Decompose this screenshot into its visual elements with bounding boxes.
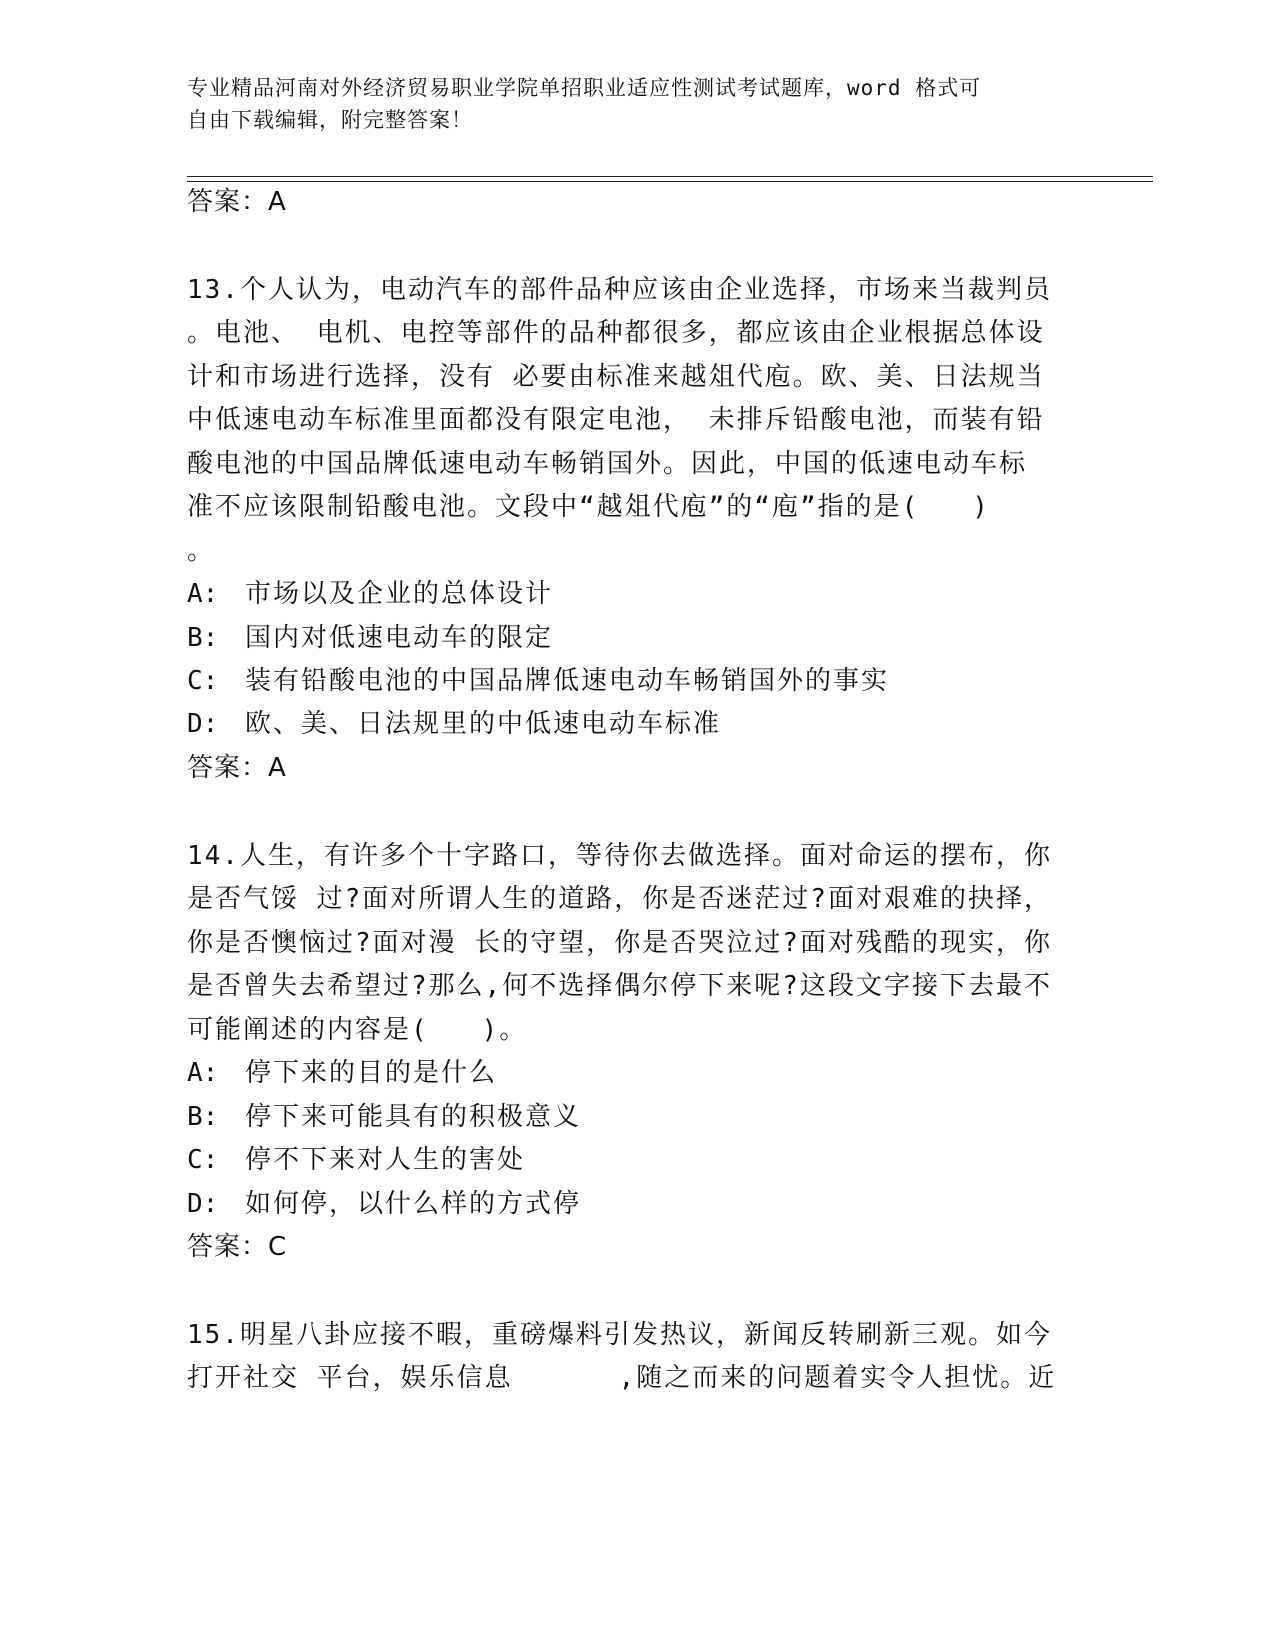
header-rule-bottom [187,181,1153,182]
option-text: 市场以及企业的总体设计 [245,579,554,609]
q13-option-d [187,707,721,741]
option-text: 装有铅酸电池的中国品牌低速电动车畅销国外的事实 [245,666,890,696]
option-label: A: [187,579,219,609]
option-text: 停下来的目的是什么 [245,1058,498,1088]
option-text: 欧、美、日法规里的中低速电动车标准 [245,709,722,739]
q15-line-1: 15.明星八卦应接不暇，重磅爆料引发热议，新闻反转刷新三观。如今 [187,1320,1052,1350]
page-header [187,72,1067,136]
q13-line-6: 准不应该限制铅酸电池。文段中“越俎代庖”的“庖”指的是( ) [187,492,990,522]
q13-line-4: 中低速电动车标准里面都没有限定电池， 未排斥铅酸电池，而装有铅 [187,405,1045,435]
q14-option-b [187,1100,581,1134]
q14-line-2: 是否气馁 过?面对所谓人生的道路，你是否迷茫过?面对艰难的抉择， [187,884,1052,914]
q13-line-1: 13.个人认为，电动汽车的部件品种应该由企业选择，市场来当裁判员 [187,275,1052,305]
option-text: 停下来可能具有的积极意义 [245,1102,582,1132]
q15-line-2: 打开社交 平台，娱乐信息 ,随之而来的问题着实令人担忧。近 [187,1363,1057,1393]
option-label: B: [187,1102,219,1132]
header-line-2: 自由下载编辑，附完整答案！ [187,108,473,132]
option-label: A: [187,1058,219,1088]
q14-line-4: 是否曾失去希望过?那么,何不选择偶尔停下来呢?这段文字接下去最不 [187,971,1052,1001]
answer-previous: 答案：A [187,187,287,217]
option-text: 如何停，以什么样的方式停 [245,1189,582,1219]
header-line-1: 专业精品河南对外经济贸易职业学院单招职业适应性测试考试题库，word 格式可 [187,76,982,100]
q14-option-a [187,1056,497,1090]
q13-line-3: 计和市场进行选择，没有 必要由标准来越俎代庖。欧、美、日法规当 [187,362,1045,392]
option-label: D: [187,709,219,739]
q13-line-7: 。 [187,536,216,566]
q14-option-c [187,1143,525,1177]
option-label: B: [187,623,219,653]
q14-line-1: 14.人生，有许多个十字路口，等待你去做选择。面对命运的摆布，你 [187,841,1052,871]
q14-option-d [187,1187,581,1221]
q13-option-c [187,664,889,698]
header-rule-top [187,176,1153,177]
q13-option-a [187,577,553,611]
q14-line-3: 你是否懊恼过?面对漫 长的守望，你是否哭泣过?面对残酷的现实，你 [187,928,1052,958]
option-text: 国内对低速电动车的限定 [245,623,554,653]
option-label: C: [187,1145,219,1175]
q13-option-b [187,621,553,655]
option-label: C: [187,666,219,696]
option-text: 停不下来对人生的害处 [245,1145,526,1175]
q13-answer: 答案：A [187,753,287,783]
q14-line-5: 可能阐述的内容是( )。 [187,1015,528,1045]
option-label: D: [187,1189,219,1219]
q14-answer: 答案：C [187,1232,288,1262]
q13-line-2: 。电池、 电机、电控等部件的品种都很多，都应该由企业根据总体设 [187,318,1045,348]
q13-line-5: 酸电池的中国品牌低速电动车畅销国外。因此，中国的低速电动车标 [187,449,1028,479]
